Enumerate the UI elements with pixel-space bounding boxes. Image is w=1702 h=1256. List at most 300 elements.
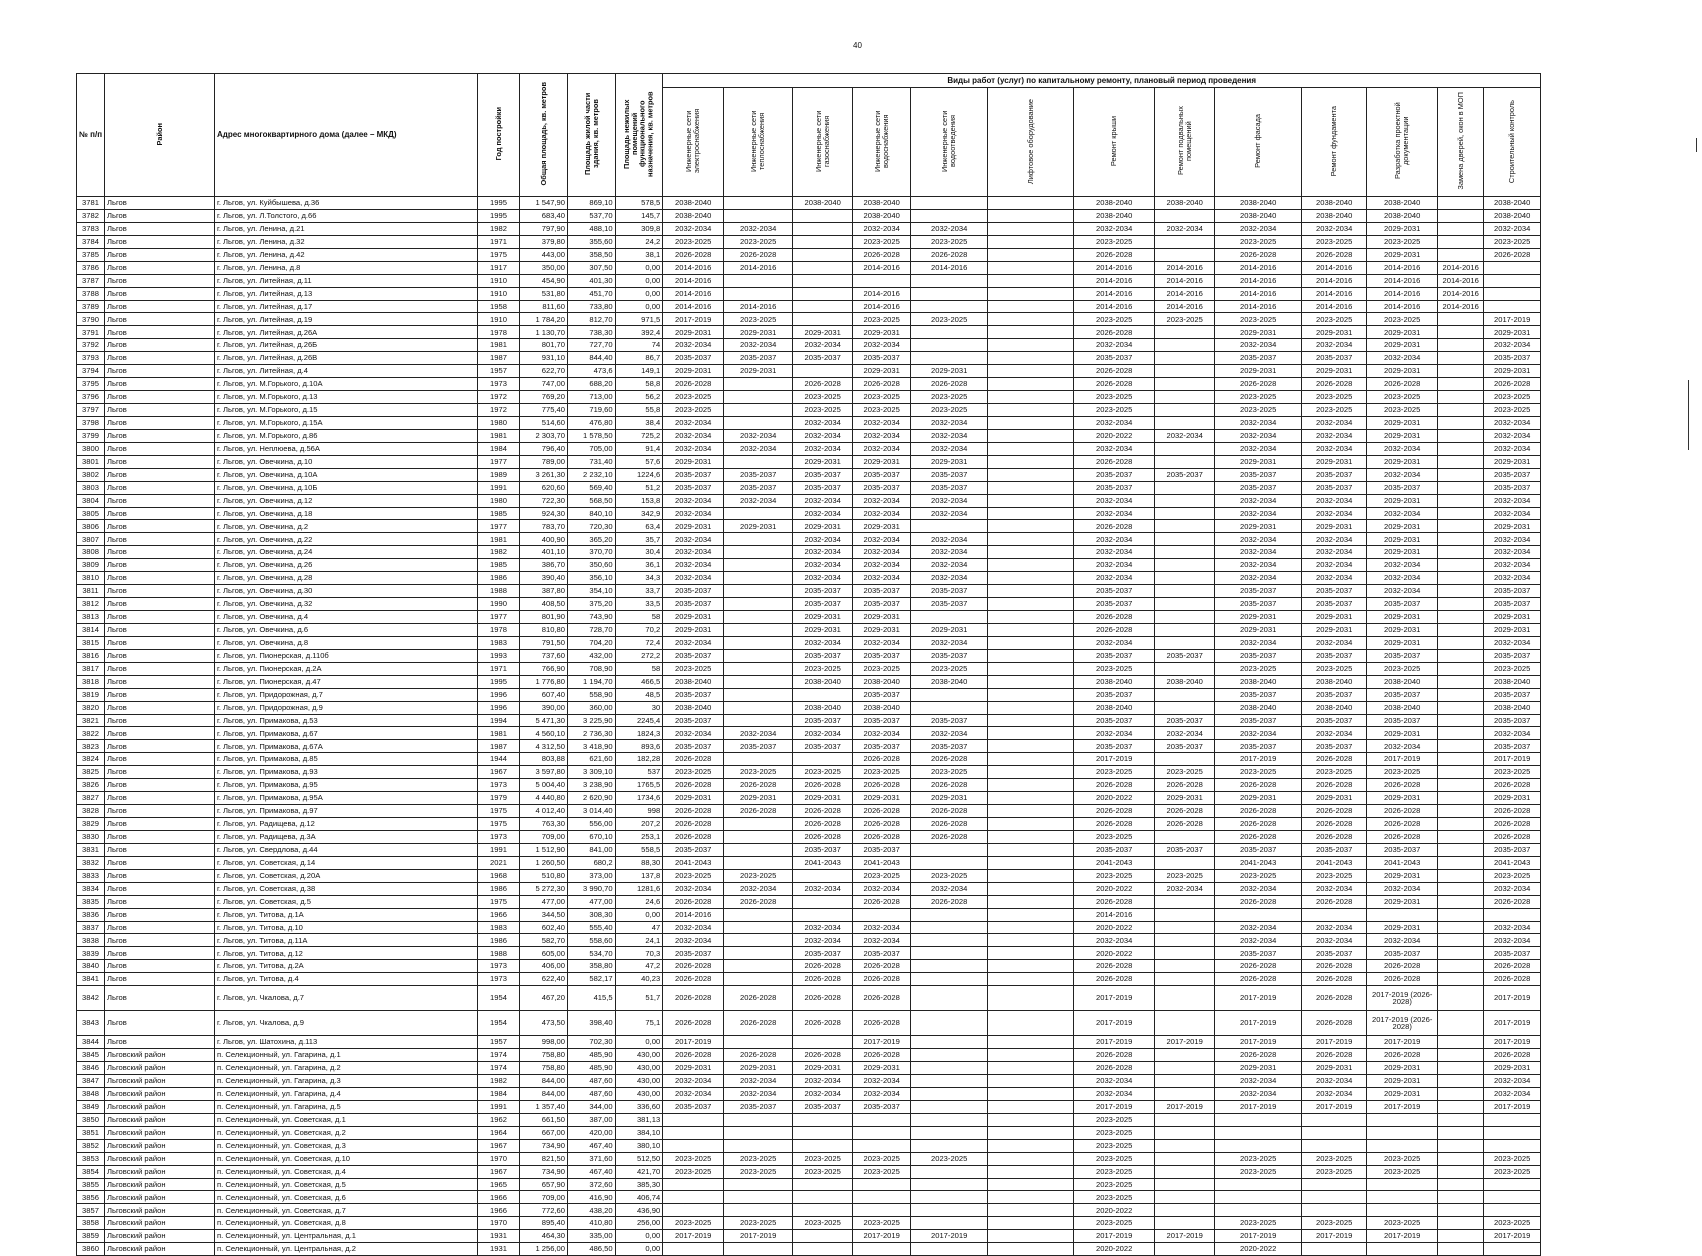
cell-work-13: [1484, 1191, 1541, 1204]
cell-work-1: 2014-2016: [663, 908, 724, 921]
cell-work-10: 2017-2019: [1302, 1230, 1367, 1243]
table-row: [77, 1113, 1541, 1126]
cell-work-6: [988, 766, 1074, 779]
cell-work-8: [1155, 856, 1215, 869]
cell-work-10: 2026-2028: [1302, 1011, 1367, 1036]
cell-total-area: 844,00: [520, 1087, 568, 1100]
cell-nonliving-area: 309,8: [615, 222, 663, 235]
cell-year: 1977: [478, 520, 520, 533]
cell-work-6: [988, 468, 1074, 481]
cell-living-area: 731,40: [568, 455, 616, 468]
cell-work-8: 2014-2016: [1155, 274, 1215, 287]
cell-year: 1985: [478, 507, 520, 520]
cell-year: 1982: [478, 222, 520, 235]
cell-work-2: [724, 960, 793, 973]
cell-work-12: [1438, 507, 1484, 520]
cell-total-area: 844,00: [520, 1075, 568, 1088]
cell-total-area: 379,80: [520, 235, 568, 248]
cell-address: г. Льгов, ул. Примакова, д.97: [215, 805, 478, 818]
cell-work-12: [1438, 235, 1484, 248]
cell-living-area: 3 238,90: [568, 779, 616, 792]
cell-work-1: 2035-2037: [663, 468, 724, 481]
cell-work-11: [1367, 1178, 1438, 1191]
cell-work-10: 2032-2034: [1302, 416, 1367, 429]
cell-work-13: 2032-2034: [1484, 636, 1541, 649]
cell-work-12: [1438, 649, 1484, 662]
cell-work-5: 2032-2034: [911, 546, 988, 559]
cell-work-7: 2020-2022: [1074, 882, 1155, 895]
cell-work-5: 2023-2025: [911, 766, 988, 779]
cell-work-1: 2032-2034: [663, 429, 724, 442]
cell-work-4: 2023-2025: [853, 1165, 911, 1178]
cell-work-4: 2032-2034: [853, 572, 911, 585]
cell-work-5: 2023-2025: [911, 235, 988, 248]
cell-living-area: 555,40: [568, 921, 616, 934]
cell-work-3: 2029-2031: [793, 623, 853, 636]
cell-work-12: [1438, 1243, 1484, 1256]
cell-total-area: 3 261,30: [520, 468, 568, 481]
cell-district: Льгов: [105, 1011, 215, 1036]
cell-year: 1982: [478, 1075, 520, 1088]
cell-work-11: 2035-2037: [1367, 598, 1438, 611]
cell-work-12: [1438, 973, 1484, 986]
cell-work-4: 2032-2034: [853, 339, 911, 352]
cell-work-9: 2032-2034: [1215, 727, 1302, 740]
cell-nonliving-area: 58: [615, 611, 663, 624]
cell-work-7: 2032-2034: [1074, 546, 1155, 559]
cell-living-area: 556,00: [568, 818, 616, 831]
cell-work-6: [988, 378, 1074, 391]
cell-work-10: 2026-2028: [1302, 960, 1367, 973]
cell-work-1: [663, 1191, 724, 1204]
cell-work-2: [724, 934, 793, 947]
cell-num: 3788: [77, 287, 105, 300]
cell-living-area: 705,00: [568, 442, 616, 455]
cell-district: Льговский район: [105, 1075, 215, 1088]
cell-work-5: 2035-2037: [911, 598, 988, 611]
cell-nonliving-area: 380,10: [615, 1139, 663, 1152]
cell-address: г. Льгов, ул. Радищева, д.3А: [215, 830, 478, 843]
cell-address: г. Льгов, ул. Овечкина, д.10: [215, 455, 478, 468]
cell-work-4: 2023-2025: [853, 235, 911, 248]
cell-work-3: [793, 753, 853, 766]
cell-work-12: [1438, 960, 1484, 973]
cell-work-4: 2032-2034: [853, 442, 911, 455]
cell-work-6: [988, 960, 1074, 973]
cell-address: г. Льгов, ул. Литейная, д.4: [215, 365, 478, 378]
cell-address: г. Льгов, ул. Пионерская, д.110б: [215, 649, 478, 662]
cell-work-1: 2026-2028: [663, 960, 724, 973]
cell-work-9: 2017-2019: [1215, 1100, 1302, 1113]
cell-work-8: [1155, 520, 1215, 533]
cell-address: г. Льгов, ул. Примакова, д.95А: [215, 792, 478, 805]
cell-work-11: 2029-2031: [1367, 455, 1438, 468]
cell-work-8: [1155, 209, 1215, 222]
cell-work-4: 2032-2034: [853, 1087, 911, 1100]
cell-work-2: 2026-2028: [724, 895, 793, 908]
cell-nonliving-area: 578,5: [615, 197, 663, 210]
cell-work-1: 2026-2028: [663, 779, 724, 792]
cell-year: 1981: [478, 339, 520, 352]
cell-work-7: 2032-2034: [1074, 416, 1155, 429]
cell-work-6: [988, 973, 1074, 986]
cell-work-10: [1302, 908, 1367, 921]
cell-work-9: 2026-2028: [1215, 830, 1302, 843]
table-row: [77, 882, 1541, 895]
cell-year: 1957: [478, 365, 520, 378]
cell-work-9: 2014-2016: [1215, 300, 1302, 313]
cell-work-10: [1302, 1243, 1367, 1256]
cell-work-8: [1155, 572, 1215, 585]
col-group-title: Виды работ (услуг) по капитальному ремонту, плановый период проведения: [663, 74, 1541, 88]
cell-num: 3838: [77, 934, 105, 947]
cell-address: п. Селекционный, ул. Гагарина, д.3: [215, 1075, 478, 1088]
cell-work-9: 2023-2025: [1215, 1217, 1302, 1230]
cell-work-10: [1302, 1178, 1367, 1191]
cell-work-10: 2029-2031: [1302, 520, 1367, 533]
table-row: [77, 429, 1541, 442]
cell-work-9: 2017-2019: [1215, 1230, 1302, 1243]
cell-total-area: 683,40: [520, 209, 568, 222]
cell-work-9: 2026-2028: [1215, 779, 1302, 792]
cell-num: 3807: [77, 533, 105, 546]
cell-address: г. Льгов, ул. Шатохина, д.113: [215, 1036, 478, 1049]
cell-work-7: 2032-2034: [1074, 572, 1155, 585]
cell-work-6: [988, 714, 1074, 727]
cell-work-3: 2035-2037: [793, 947, 853, 960]
cell-district: Льгов: [105, 507, 215, 520]
cell-work-13: 2026-2028: [1484, 1049, 1541, 1062]
cell-work-5: [911, 1139, 988, 1152]
cell-address: г. Льгов, ул. Овечкина, д.18: [215, 507, 478, 520]
cell-num: 3805: [77, 507, 105, 520]
cell-address: п. Селекционный, ул. Советская, д.7: [215, 1204, 478, 1217]
cell-work-11: 2014-2016: [1367, 287, 1438, 300]
cell-work-2: [724, 675, 793, 688]
cell-year: 1995: [478, 209, 520, 222]
table-row: [77, 287, 1541, 300]
cell-living-area: 370,70: [568, 546, 616, 559]
cell-work-11: 2029-2031: [1367, 1087, 1438, 1100]
cell-living-area: 708,90: [568, 662, 616, 675]
cell-work-6: [988, 934, 1074, 947]
cell-work-12: [1438, 416, 1484, 429]
cell-work-8: [1155, 339, 1215, 352]
cell-living-area: 350,60: [568, 559, 616, 572]
cell-district: Льгов: [105, 300, 215, 313]
table-row: [77, 352, 1541, 365]
cell-work-13: 2029-2031: [1484, 792, 1541, 805]
cell-work-8: [1155, 481, 1215, 494]
cell-work-7: 2038-2040: [1074, 675, 1155, 688]
cell-total-area: 796,40: [520, 442, 568, 455]
cell-work-1: 2035-2037: [663, 688, 724, 701]
cell-work-12: [1438, 585, 1484, 598]
cell-work-8: [1155, 352, 1215, 365]
cell-work-13: 2029-2031: [1484, 455, 1541, 468]
cell-work-5: [911, 1075, 988, 1088]
cell-work-3: 2023-2025: [793, 391, 853, 404]
cell-work-3: [793, 313, 853, 326]
cell-work-13: [1484, 1243, 1541, 1256]
cell-work-2: 2023-2025: [724, 235, 793, 248]
cell-work-9: 2035-2037: [1215, 843, 1302, 856]
cell-total-area: 709,00: [520, 830, 568, 843]
cell-district: Льгов: [105, 934, 215, 947]
col-header-nonliving-area: Площадь нежилых помещений функционального назначения, кв. метров: [615, 74, 663, 197]
table-row: [77, 960, 1541, 973]
cell-work-9: [1215, 1139, 1302, 1152]
cell-nonliving-area: 272,2: [615, 649, 663, 662]
cell-work-11: 2026-2028: [1367, 960, 1438, 973]
cell-work-6: [988, 1139, 1074, 1152]
cell-work-3: 2029-2031: [793, 1062, 853, 1075]
cell-work-3: [793, 209, 853, 222]
cell-nonliving-area: 153,8: [615, 494, 663, 507]
cell-district: Льгов: [105, 481, 215, 494]
cell-year: 1954: [478, 1011, 520, 1036]
cell-work-1: 2035-2037: [663, 1100, 724, 1113]
cell-work-11: 2035-2037: [1367, 688, 1438, 701]
cell-work-1: 2029-2031: [663, 455, 724, 468]
cell-total-area: 766,90: [520, 662, 568, 675]
cell-address: г. Льгов, ул. Примакова, д.67: [215, 727, 478, 740]
cell-living-area: 356,10: [568, 572, 616, 585]
table-row: [77, 973, 1541, 986]
cell-work-6: [988, 908, 1074, 921]
cell-work-12: [1438, 792, 1484, 805]
cell-work-10: [1302, 1126, 1367, 1139]
cell-district: Льгов: [105, 520, 215, 533]
cell-work-2: 2026-2028: [724, 248, 793, 261]
cell-work-2: [724, 598, 793, 611]
cell-year: 1966: [478, 908, 520, 921]
cell-work-10: [1302, 1204, 1367, 1217]
cell-work-2: [724, 688, 793, 701]
cell-work-3: 2032-2034: [793, 559, 853, 572]
cell-work-11: 2023-2025: [1367, 766, 1438, 779]
cell-work-12: [1438, 805, 1484, 818]
cell-nonliving-area: 70,2: [615, 623, 663, 636]
cell-nonliving-area: 34,3: [615, 572, 663, 585]
cell-work-1: 2035-2037: [663, 649, 724, 662]
cell-work-2: [724, 197, 793, 210]
cell-work-8: [1155, 662, 1215, 675]
cell-work-6: [988, 533, 1074, 546]
cell-address: г. Льгов, ул. Титова, д.12: [215, 947, 478, 960]
cell-nonliving-area: 55,8: [615, 404, 663, 417]
cell-total-area: 737,60: [520, 649, 568, 662]
cell-work-12: [1438, 636, 1484, 649]
cell-work-13: 2026-2028: [1484, 805, 1541, 818]
cell-year: 1991: [478, 1100, 520, 1113]
cell-work-7: 2020-2022: [1074, 947, 1155, 960]
cell-district: Льгов: [105, 416, 215, 429]
cell-work-8: [1155, 921, 1215, 934]
cell-work-8: [1155, 378, 1215, 391]
cell-year: 1977: [478, 455, 520, 468]
cell-address: г. Льгов, ул. Литейная, д.26Б: [215, 339, 478, 352]
cell-nonliving-area: 384,10: [615, 1126, 663, 1139]
cell-total-area: 390,40: [520, 572, 568, 585]
cell-nonliving-area: 466,5: [615, 675, 663, 688]
cell-district: Льгов: [105, 287, 215, 300]
cell-work-11: [1367, 1113, 1438, 1126]
table-row: [77, 1139, 1541, 1152]
cell-work-8: [1155, 1011, 1215, 1036]
cell-work-1: 2029-2031: [663, 520, 724, 533]
cell-nonliving-area: 0,00: [615, 300, 663, 313]
cell-work-11: 2029-2031: [1367, 921, 1438, 934]
cell-work-9: 2029-2031: [1215, 792, 1302, 805]
table-row: [77, 1087, 1541, 1100]
cell-work-4: 2029-2031: [853, 455, 911, 468]
cell-work-2: [724, 611, 793, 624]
cell-work-13: 2032-2034: [1484, 559, 1541, 572]
cell-work-7: 2038-2040: [1074, 197, 1155, 210]
cell-living-area: 558,60: [568, 934, 616, 947]
cell-work-1: 2026-2028: [663, 830, 724, 843]
cell-work-12: [1438, 947, 1484, 960]
cell-work-9: 2029-2031: [1215, 520, 1302, 533]
cell-living-area: 728,70: [568, 623, 616, 636]
cell-work-7: 2032-2034: [1074, 727, 1155, 740]
cell-num: 3827: [77, 792, 105, 805]
cell-work-8: [1155, 546, 1215, 559]
cell-nonliving-area: 58: [615, 662, 663, 675]
cell-work-8: [1155, 598, 1215, 611]
table-row: [77, 274, 1541, 287]
cell-total-area: 1 512,90: [520, 843, 568, 856]
cell-work-7: 2020-2022: [1074, 1204, 1155, 1217]
table-row: [77, 455, 1541, 468]
cell-address: г. Льгов, ул. Титова, д.2А: [215, 960, 478, 973]
cell-address: п. Селекционный, ул. Гагарина, д.4: [215, 1087, 478, 1100]
cell-address: п. Селекционный, ул. Советская, д.8: [215, 1217, 478, 1230]
cell-district: Льгов: [105, 792, 215, 805]
cell-district: Льговский район: [105, 1062, 215, 1075]
cell-work-3: 2038-2040: [793, 675, 853, 688]
cell-work-8: 2026-2028: [1155, 818, 1215, 831]
cell-num: 3809: [77, 559, 105, 572]
cell-num: 3852: [77, 1139, 105, 1152]
cell-total-area: 758,80: [520, 1062, 568, 1075]
cell-district: Льгов: [105, 494, 215, 507]
cell-district: Льгов: [105, 248, 215, 261]
cell-work-2: [724, 455, 793, 468]
table-row: [77, 714, 1541, 727]
cell-work-9: 2023-2025: [1215, 766, 1302, 779]
cell-work-7: 2017-2019: [1074, 1100, 1155, 1113]
cell-work-9: 2038-2040: [1215, 701, 1302, 714]
cell-work-1: 2038-2040: [663, 197, 724, 210]
cell-work-6: [988, 1011, 1074, 1036]
cell-year: 1973: [478, 378, 520, 391]
cell-total-area: 443,00: [520, 248, 568, 261]
cell-work-6: [988, 1100, 1074, 1113]
cell-work-13: [1484, 1113, 1541, 1126]
cell-living-area: 485,90: [568, 1062, 616, 1075]
cell-total-area: 769,20: [520, 391, 568, 404]
cell-work-8: [1155, 1062, 1215, 1075]
cell-work-12: [1438, 313, 1484, 326]
cell-address: г. Льгов, ул. Титова, д.11А: [215, 934, 478, 947]
cell-num: 3798: [77, 416, 105, 429]
cell-work-11: 2029-2031: [1367, 339, 1438, 352]
col-header-living-area: Площадь жилой части здания, кв. метров: [568, 74, 616, 197]
cell-year: 1984: [478, 1087, 520, 1100]
cell-work-13: [1484, 908, 1541, 921]
cell-district: Льгов: [105, 235, 215, 248]
cell-work-9: 2035-2037: [1215, 352, 1302, 365]
cell-year: 1973: [478, 779, 520, 792]
cell-district: Льгов: [105, 818, 215, 831]
cell-work-5: 2026-2028: [911, 895, 988, 908]
cell-year: 1979: [478, 792, 520, 805]
cell-nonliving-area: 0,00: [615, 261, 663, 274]
cell-district: Льговский район: [105, 1113, 215, 1126]
cell-address: г. Льгов, ул. Овечкина, д.26: [215, 559, 478, 572]
cell-district: Льговский район: [105, 1178, 215, 1191]
cell-work-2: [724, 662, 793, 675]
cell-work-13: 2032-2034: [1484, 533, 1541, 546]
cell-nonliving-area: 33,5: [615, 598, 663, 611]
cell-work-13: 2032-2034: [1484, 429, 1541, 442]
cell-work-8: [1155, 1049, 1215, 1062]
cell-work-8: 2032-2034: [1155, 429, 1215, 442]
cell-work-13: 2029-2031: [1484, 1062, 1541, 1075]
cell-work-12: [1438, 468, 1484, 481]
cell-work-13: 2035-2037: [1484, 481, 1541, 494]
cell-work-10: 2029-2031: [1302, 365, 1367, 378]
cell-total-area: 2 303,70: [520, 429, 568, 442]
cell-work-11: 2026-2028: [1367, 830, 1438, 843]
cell-work-11: 2032-2034: [1367, 585, 1438, 598]
cell-work-6: [988, 740, 1074, 753]
cell-work-6: [988, 442, 1074, 455]
cell-district: Льгов: [105, 727, 215, 740]
cell-year: 1986: [478, 934, 520, 947]
cell-work-2: 2035-2037: [724, 352, 793, 365]
cell-year: 1984: [478, 442, 520, 455]
table-row: [77, 598, 1541, 611]
cell-year: 1981: [478, 533, 520, 546]
cell-work-13: [1484, 1126, 1541, 1139]
cell-work-5: 2023-2025: [911, 404, 988, 417]
cell-work-10: 2023-2025: [1302, 1152, 1367, 1165]
table-row: [77, 416, 1541, 429]
cell-address: г. Льгов, ул. Примакова, д.67А: [215, 740, 478, 753]
cell-work-1: 2041-2043: [663, 856, 724, 869]
cell-living-area: 1 194,70: [568, 675, 616, 688]
cell-work-4: 2026-2028: [853, 805, 911, 818]
cell-work-5: 2032-2034: [911, 636, 988, 649]
cell-work-2: 2023-2025: [724, 1152, 793, 1165]
cell-nonliving-area: 336,60: [615, 1100, 663, 1113]
cell-total-area: 998,00: [520, 1036, 568, 1049]
cell-work-12: 2014-2016: [1438, 300, 1484, 313]
cell-work-11: 2032-2034: [1367, 352, 1438, 365]
table-row: [77, 675, 1541, 688]
cell-work-9: [1215, 1126, 1302, 1139]
cell-work-7: 2020-2022: [1074, 792, 1155, 805]
table-row: [77, 197, 1541, 210]
cell-district: Льгов: [105, 352, 215, 365]
cell-work-10: 2023-2025: [1302, 869, 1367, 882]
cell-living-area: 335,00: [568, 1230, 616, 1243]
cell-work-4: 2035-2037: [853, 740, 911, 753]
cell-district: Льгов: [105, 365, 215, 378]
